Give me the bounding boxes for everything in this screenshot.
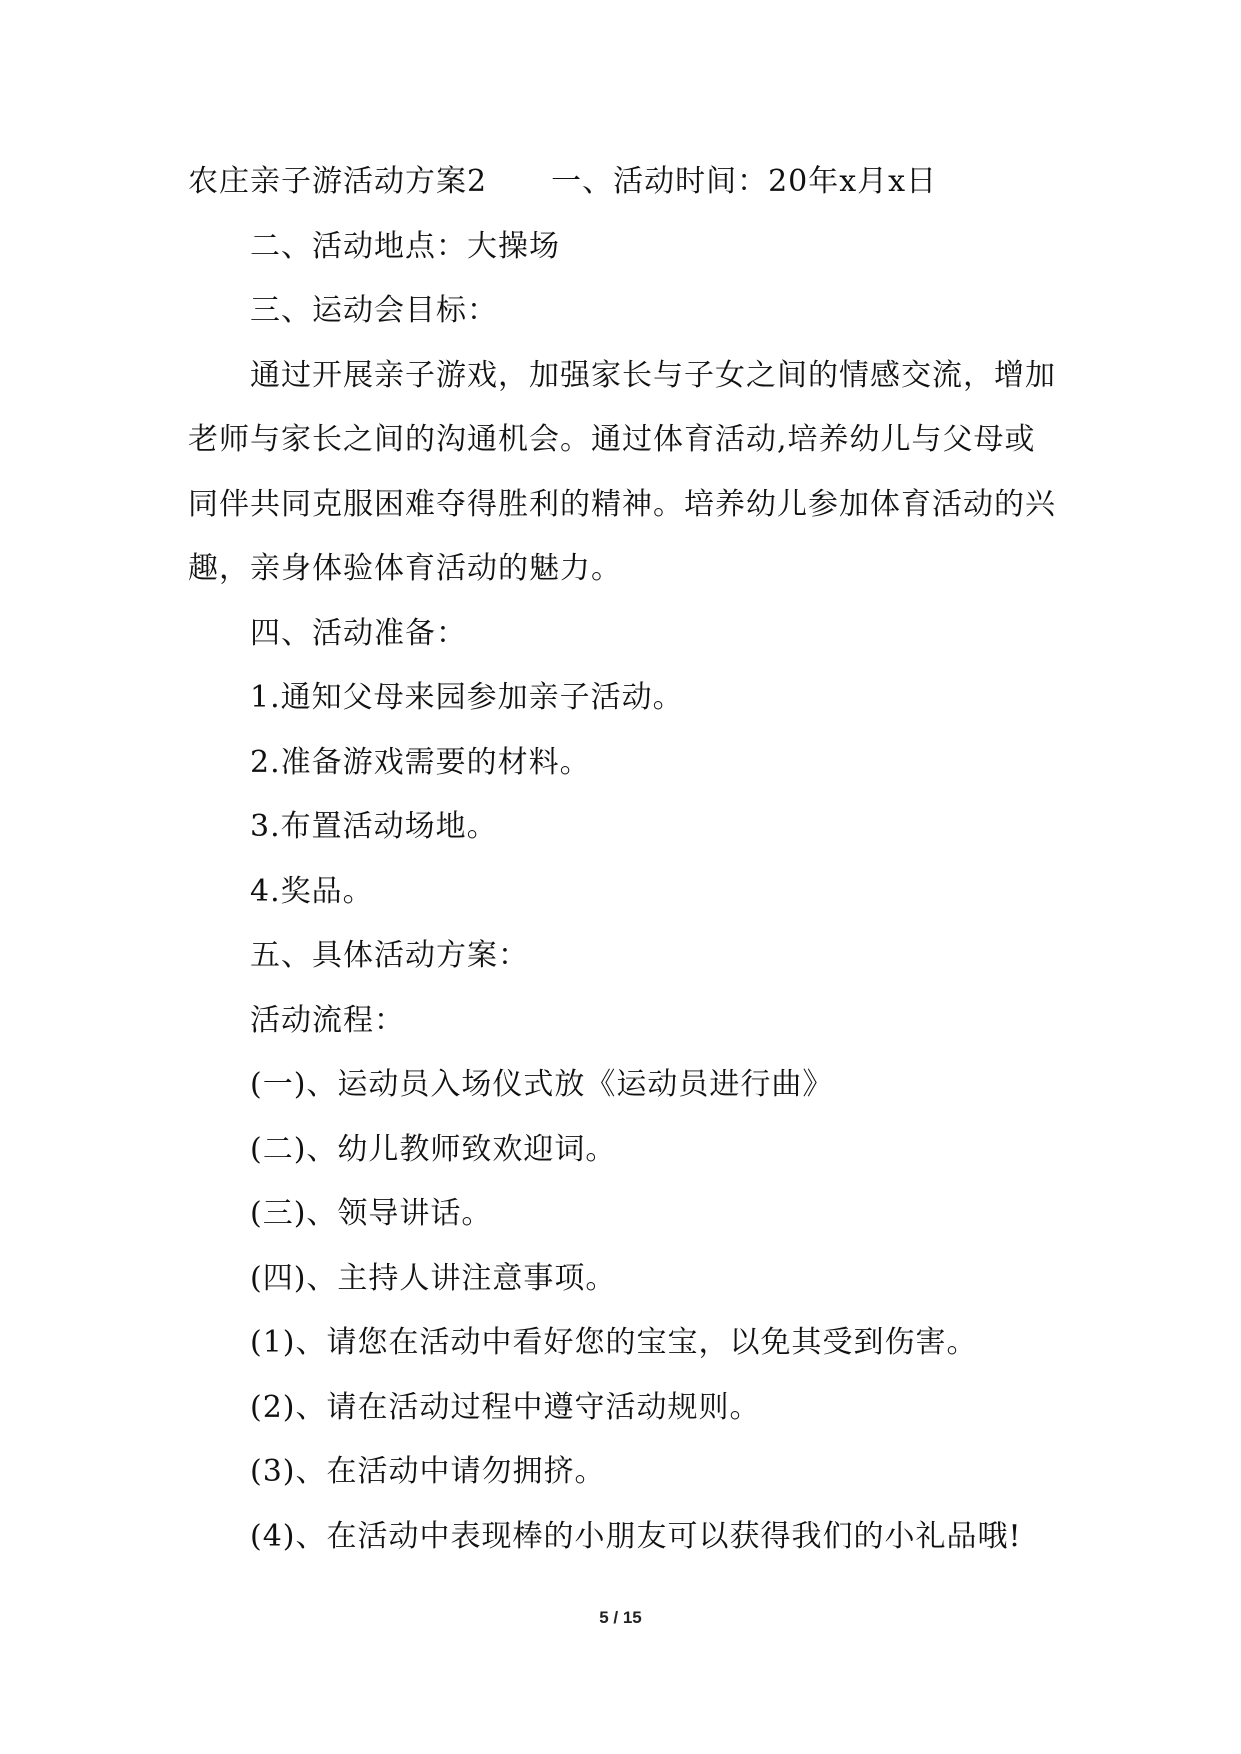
activity-location: 二、活动地点：大操场 bbox=[250, 228, 560, 264]
list-item: (四)、主持人讲注意事项。 bbox=[250, 1260, 617, 1296]
list-item: (2)、请在活动过程中遵守活动规则。 bbox=[250, 1389, 761, 1425]
list-item: 1.通知父母来园参加亲子活动。 bbox=[250, 680, 684, 715]
list-item: (一)、运动员入场仪式放《运动员进行曲》 bbox=[250, 1067, 834, 1102]
section-preparation-heading: 四、活动准备： bbox=[250, 615, 467, 651]
list-item: (三)、领导讲话。 bbox=[250, 1196, 493, 1231]
paragraph-line: 老师与家长之间的沟通机会。通过体育活动,培养幼儿与父母或 bbox=[188, 422, 1036, 457]
document-body bbox=[188, 150, 1058, 1569]
list-item: (3)、在活动中请勿拥挤。 bbox=[250, 1454, 606, 1489]
paragraph-line: 趣，亲身体验体育活动的魅力。 bbox=[188, 551, 622, 586]
page-number: 5 / 15 bbox=[599, 1608, 642, 1627]
list-item: (4)、在活动中表现棒的小朋友可以获得我们的小礼品哦! bbox=[250, 1518, 1022, 1554]
process-heading: 活动流程： bbox=[250, 1002, 405, 1038]
goal-paragraph bbox=[188, 344, 1058, 602]
section-plan-heading: 五、具体活动方案： bbox=[250, 938, 529, 973]
paragraph-line: 通过开展亲子游戏，加强家长与子女之间的情感交流，增加 bbox=[250, 357, 1056, 393]
title-line bbox=[188, 150, 1058, 215]
list-item: 3.布置活动场地。 bbox=[250, 809, 498, 844]
list-item: 2.准备游戏需要的材料。 bbox=[250, 744, 591, 780]
paragraph-line: 同伴共同克服困难夺得胜利的精神。培养幼儿参加体育活动的兴 bbox=[188, 486, 1056, 522]
list-item: (二)、幼儿教师致欢迎词。 bbox=[250, 1131, 617, 1167]
section-goal-heading: 三、运动会目标： bbox=[250, 293, 498, 328]
document-title: 农庄亲子游活动方案2 bbox=[188, 164, 488, 199]
list-item: (1)、请您在活动中看好您的宝宝，以免其受到伤害。 bbox=[250, 1325, 978, 1360]
list-item: 4.奖品。 bbox=[250, 873, 374, 909]
activity-time: 一、活动时间：20年x月x日 bbox=[551, 164, 938, 199]
